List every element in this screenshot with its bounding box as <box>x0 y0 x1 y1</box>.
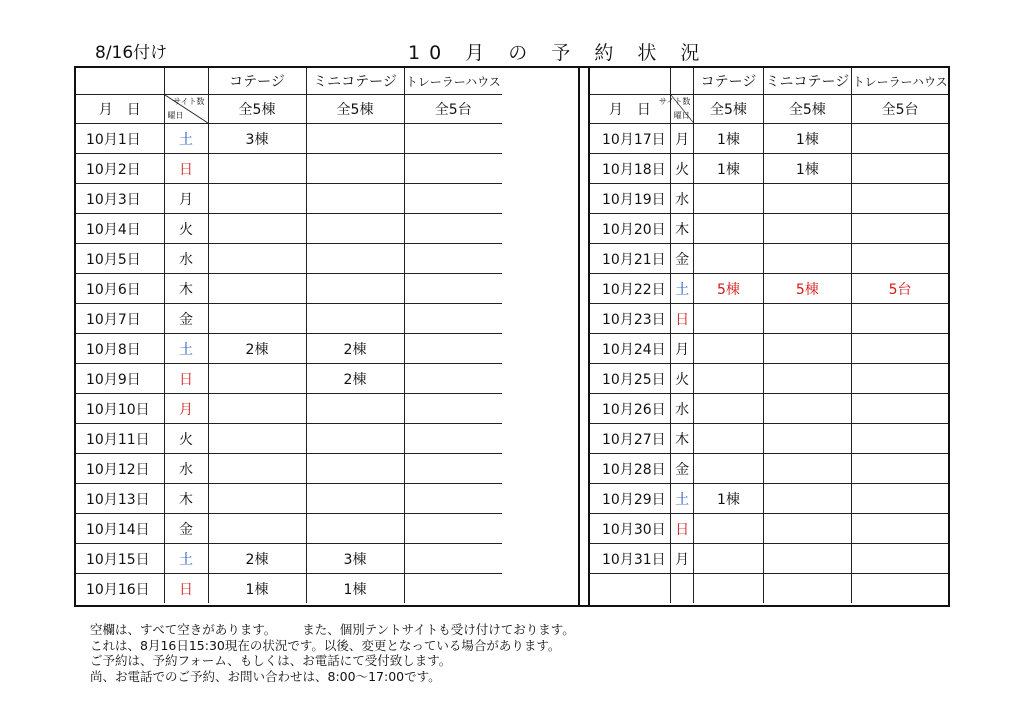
reservation-table-left <box>76 68 502 603</box>
cottage-count-cell <box>208 154 306 184</box>
note-line: 尚、お電話でのご予約、お問い合わせは、8:00～17:00です。 <box>90 668 441 684</box>
date-cell: 10月15日 <box>76 544 164 574</box>
sites-count-label: サイト数 <box>173 97 205 106</box>
date-cell: 10月12日 <box>76 454 164 484</box>
cottage-count-cell <box>694 574 763 604</box>
weekday-label: 曜日 <box>673 111 690 120</box>
date-cell: 10月23日 <box>590 304 670 334</box>
weekday-cell: 水 <box>164 454 208 484</box>
mini-cottage-count-cell <box>306 124 404 154</box>
weekday-cell: 火 <box>164 214 208 244</box>
table-row <box>590 484 948 514</box>
table-row <box>76 304 502 334</box>
date-cell: 10月4日 <box>76 214 164 244</box>
weekday-cell: 金 <box>164 304 208 334</box>
table-row <box>76 544 502 574</box>
date-cell: 10月2日 <box>76 154 164 184</box>
mini-cottage-count-cell <box>306 304 404 334</box>
trailer-house-count-cell <box>852 514 948 544</box>
page-title: 10 月 の 予 約 状 況 <box>408 42 709 64</box>
trailer-house-count-cell <box>852 214 948 244</box>
sites-weekday-corner-cell <box>658 95 694 124</box>
date-cell: 10月5日 <box>76 244 164 274</box>
table-row <box>590 124 948 154</box>
date-cell: 10月9日 <box>76 364 164 394</box>
table-row <box>590 214 948 244</box>
mini-cottage-count-cell <box>306 514 404 544</box>
date-cell: 10月27日 <box>590 424 670 454</box>
trailer-house-capacity: 全5台 <box>404 95 502 124</box>
trailer-house-count-cell <box>404 544 502 574</box>
mini-cottage-count-cell: 2棟 <box>306 334 404 364</box>
trailer-house-count-cell <box>404 124 502 154</box>
weekday-cell: 土 <box>670 484 694 514</box>
table-row <box>590 394 948 424</box>
trailer-house-count-cell <box>852 454 948 484</box>
cottage-count-cell <box>208 214 306 244</box>
date-cell: 10月1日 <box>76 124 164 154</box>
date-cell: 10月24日 <box>590 334 670 364</box>
weekday-cell: 日 <box>670 514 694 544</box>
cottage-count-cell: 1棟 <box>694 154 763 184</box>
trailer-house-count-cell <box>852 244 948 274</box>
date-cell: 10月21日 <box>590 244 670 274</box>
left-table-body <box>76 68 502 603</box>
trailer-house-count-cell <box>852 304 948 334</box>
trailer-house-count-cell <box>852 364 948 394</box>
type-trailer-house-header: トレーラーハウス <box>404 68 502 95</box>
cottage-count-cell <box>208 184 306 214</box>
date-column-header: 月 日 <box>590 95 670 124</box>
trailer-house-count-cell <box>852 424 948 454</box>
mini-cottage-count-cell <box>763 184 852 214</box>
type-cottage-header: コテージ <box>208 68 306 95</box>
mini-cottage-count-cell <box>306 454 404 484</box>
weekday-cell: 金 <box>670 244 694 274</box>
table-row <box>76 484 502 514</box>
capacity-header-row <box>76 95 502 124</box>
mini-cottage-count-cell <box>306 424 404 454</box>
table-row <box>76 574 502 604</box>
weekday-cell: 月 <box>670 124 694 154</box>
trailer-house-count-cell <box>852 484 948 514</box>
date-cell: 10月10日 <box>76 394 164 424</box>
trailer-house-count-cell <box>404 184 502 214</box>
date-cell: 10月26日 <box>590 394 670 424</box>
table-row <box>76 334 502 364</box>
mini-cottage-count-cell <box>306 394 404 424</box>
type-cottage-header: コテージ <box>694 68 763 95</box>
mini-cottage-count-cell <box>306 154 404 184</box>
date-cell: 10月30日 <box>590 514 670 544</box>
trailer-house-count-cell <box>404 154 502 184</box>
weekday-cell: 木 <box>164 484 208 514</box>
cottage-count-cell <box>694 424 763 454</box>
table-row <box>76 514 502 544</box>
weekday-cell: 木 <box>670 214 694 244</box>
trailer-house-count-cell <box>404 574 502 604</box>
reservation-table-right <box>590 68 948 603</box>
weekday-cell: 水 <box>164 244 208 274</box>
weekday-cell: 月 <box>670 334 694 364</box>
weekday-cell: 火 <box>670 154 694 184</box>
mini-cottage-count-cell <box>763 334 852 364</box>
cottage-count-cell <box>208 424 306 454</box>
note-line: これは、8月16日15:30現在の状況です。以後、変更となっている場合があります。 <box>90 637 561 653</box>
date-cell: 10月29日 <box>590 484 670 514</box>
date-cell: 10月8日 <box>76 334 164 364</box>
mini-cottage-count-cell <box>763 424 852 454</box>
mini-cottage-count-cell: 1棟 <box>306 574 404 604</box>
mini-cottage-count-cell <box>763 364 852 394</box>
weekday-cell: 水 <box>670 394 694 424</box>
mini-cottage-count-cell <box>306 184 404 214</box>
weekday-cell: 土 <box>670 274 694 304</box>
mini-cottage-count-cell <box>763 574 852 604</box>
date-stamp: 8/16付け <box>95 43 168 63</box>
mini-cottage-capacity: 全5棟 <box>763 95 852 124</box>
table-row <box>76 184 502 214</box>
weekday-cell: 土 <box>164 334 208 364</box>
trailer-house-count-cell <box>852 394 948 424</box>
trailer-house-count-cell <box>404 334 502 364</box>
trailer-house-count-cell <box>404 364 502 394</box>
table-row <box>590 304 948 334</box>
type-mini-cottage-header: ミニコテージ <box>763 68 852 95</box>
cottage-count-cell <box>208 304 306 334</box>
mini-cottage-count-cell <box>763 454 852 484</box>
date-cell: 10月3日 <box>76 184 164 214</box>
weekday-cell <box>670 574 694 604</box>
table-row <box>76 214 502 244</box>
table-row <box>590 544 948 574</box>
cottage-count-cell: 1棟 <box>694 124 763 154</box>
cottage-count-cell: 2棟 <box>208 334 306 364</box>
mini-cottage-count-cell <box>306 244 404 274</box>
trailer-house-count-cell <box>852 334 948 364</box>
blank-header-cell <box>670 68 694 95</box>
weekday-label: 曜日 <box>167 111 184 120</box>
mini-cottage-count-cell <box>763 544 852 574</box>
mini-cottage-count-cell <box>763 514 852 544</box>
date-cell <box>590 574 670 604</box>
date-cell: 10月28日 <box>590 454 670 484</box>
reservation-tables <box>74 66 950 607</box>
date-cell: 10月25日 <box>590 364 670 394</box>
date-column-header: 月 日 <box>76 95 164 124</box>
sites-count-label: サイト数 <box>658 97 691 106</box>
weekday-cell: 金 <box>670 454 694 484</box>
table-row <box>76 274 502 304</box>
cottage-count-cell: 1棟 <box>694 484 763 514</box>
type-mini-cottage-header: ミニコテージ <box>306 68 404 95</box>
note-text: 空欄は、すべて空きがあります。 <box>90 622 277 637</box>
table-row <box>76 454 502 484</box>
cottage-count-cell <box>694 544 763 574</box>
note-line: ご予約は、予約フォーム、もしくは、お電話にて受付致します。 <box>90 653 452 668</box>
date-cell: 10月16日 <box>76 574 164 604</box>
cottage-count-cell: 2棟 <box>208 544 306 574</box>
cottage-capacity: 全5棟 <box>208 95 306 124</box>
weekday-cell: 日 <box>164 574 208 604</box>
table-row <box>590 184 948 214</box>
blank-header-cell <box>590 68 670 95</box>
mini-cottage-count-cell <box>306 274 404 304</box>
date-cell: 10月19日 <box>590 184 670 214</box>
type-trailer-house-header: トレーラーハウス <box>852 68 948 95</box>
table-row <box>590 574 948 604</box>
table-row <box>76 364 502 394</box>
trailer-house-count-cell <box>404 514 502 544</box>
date-cell: 10月17日 <box>590 124 670 154</box>
trailer-house-capacity: 全5台 <box>852 95 948 124</box>
weekday-cell: 火 <box>670 364 694 394</box>
type-header-row <box>590 68 948 95</box>
table-row <box>76 124 502 154</box>
sites-weekday-corner-cell <box>164 95 208 124</box>
cottage-count-cell <box>694 514 763 544</box>
date-cell: 10月7日 <box>76 304 164 334</box>
weekday-cell: 日 <box>164 154 208 184</box>
table-row <box>590 154 948 184</box>
cottage-count-cell: 1棟 <box>208 574 306 604</box>
cottage-count-cell <box>208 244 306 274</box>
date-cell: 10月6日 <box>76 274 164 304</box>
trailer-house-count-cell <box>404 244 502 274</box>
table-row <box>590 514 948 544</box>
notes-block <box>90 622 575 684</box>
weekday-cell: 月 <box>164 184 208 214</box>
trailer-house-count-cell <box>852 544 948 574</box>
cottage-count-cell <box>694 304 763 334</box>
date-cell: 10月20日 <box>590 214 670 244</box>
mini-cottage-count-cell <box>763 214 852 244</box>
mini-cottage-count-cell <box>306 214 404 244</box>
cottage-count-cell <box>694 364 763 394</box>
column-divider <box>578 66 580 607</box>
mini-cottage-count-cell: 1棟 <box>763 154 852 184</box>
cottage-count-cell <box>694 184 763 214</box>
weekday-cell: 水 <box>670 184 694 214</box>
weekday-cell: 火 <box>164 424 208 454</box>
type-header-row <box>76 68 502 95</box>
mini-cottage-count-cell <box>306 484 404 514</box>
capacity-header-row <box>590 95 948 124</box>
mini-cottage-count-cell <box>763 244 852 274</box>
weekday-cell: 金 <box>164 514 208 544</box>
trailer-house-count-cell <box>852 574 948 604</box>
mini-cottage-count-cell <box>763 304 852 334</box>
trailer-house-count-cell <box>852 154 948 184</box>
trailer-house-count-cell: 5台 <box>852 274 948 304</box>
weekday-cell: 木 <box>164 274 208 304</box>
cottage-capacity: 全5棟 <box>694 95 763 124</box>
cottage-count-cell: 3棟 <box>208 124 306 154</box>
trailer-house-count-cell <box>404 214 502 244</box>
note-line <box>90 622 575 638</box>
weekday-cell: 土 <box>164 124 208 154</box>
table-row <box>590 334 948 364</box>
right-table-body <box>590 68 948 603</box>
table-row <box>76 154 502 184</box>
weekday-cell: 月 <box>164 394 208 424</box>
trailer-house-count-cell <box>404 484 502 514</box>
cottage-count-cell: 5棟 <box>694 274 763 304</box>
trailer-house-count-cell <box>404 454 502 484</box>
date-cell: 10月13日 <box>76 484 164 514</box>
table-row <box>590 274 948 304</box>
blank-header-cell <box>164 68 208 95</box>
table-row <box>590 424 948 454</box>
weekday-cell: 土 <box>164 544 208 574</box>
trailer-house-count-cell <box>852 124 948 154</box>
mini-cottage-count-cell: 1棟 <box>763 124 852 154</box>
cottage-count-cell <box>208 274 306 304</box>
date-cell: 10月31日 <box>590 544 670 574</box>
trailer-house-count-cell <box>404 394 502 424</box>
table-row <box>590 364 948 394</box>
cottage-count-cell <box>694 394 763 424</box>
cottage-count-cell <box>208 394 306 424</box>
cottage-count-cell <box>694 334 763 364</box>
table-row <box>76 394 502 424</box>
weekday-cell: 日 <box>164 364 208 394</box>
weekday-cell: 木 <box>670 424 694 454</box>
mini-cottage-capacity: 全5棟 <box>306 95 404 124</box>
cottage-count-cell <box>208 364 306 394</box>
mini-cottage-count-cell: 5棟 <box>763 274 852 304</box>
date-cell: 10月18日 <box>590 154 670 184</box>
cottage-count-cell <box>208 514 306 544</box>
mini-cottage-count-cell: 3棟 <box>306 544 404 574</box>
date-cell: 10月22日 <box>590 274 670 304</box>
note-text: また、個別テントサイトも受け付けております。 <box>302 622 575 637</box>
cottage-count-cell <box>694 454 763 484</box>
mini-cottage-count-cell <box>763 484 852 514</box>
weekday-cell: 日 <box>670 304 694 334</box>
weekday-cell: 月 <box>670 544 694 574</box>
cottage-count-cell <box>694 214 763 244</box>
mini-cottage-count-cell: 2棟 <box>306 364 404 394</box>
cottage-count-cell <box>208 454 306 484</box>
blank-header-cell <box>76 68 164 95</box>
table-row <box>590 454 948 484</box>
trailer-house-count-cell <box>404 274 502 304</box>
table-row <box>590 244 948 274</box>
cottage-count-cell <box>694 244 763 274</box>
mini-cottage-count-cell <box>763 394 852 424</box>
trailer-house-count-cell <box>852 184 948 214</box>
date-cell: 10月11日 <box>76 424 164 454</box>
trailer-house-count-cell <box>404 304 502 334</box>
table-row <box>76 244 502 274</box>
table-row <box>76 424 502 454</box>
trailer-house-count-cell <box>404 424 502 454</box>
cottage-count-cell <box>208 484 306 514</box>
date-cell: 10月14日 <box>76 514 164 544</box>
